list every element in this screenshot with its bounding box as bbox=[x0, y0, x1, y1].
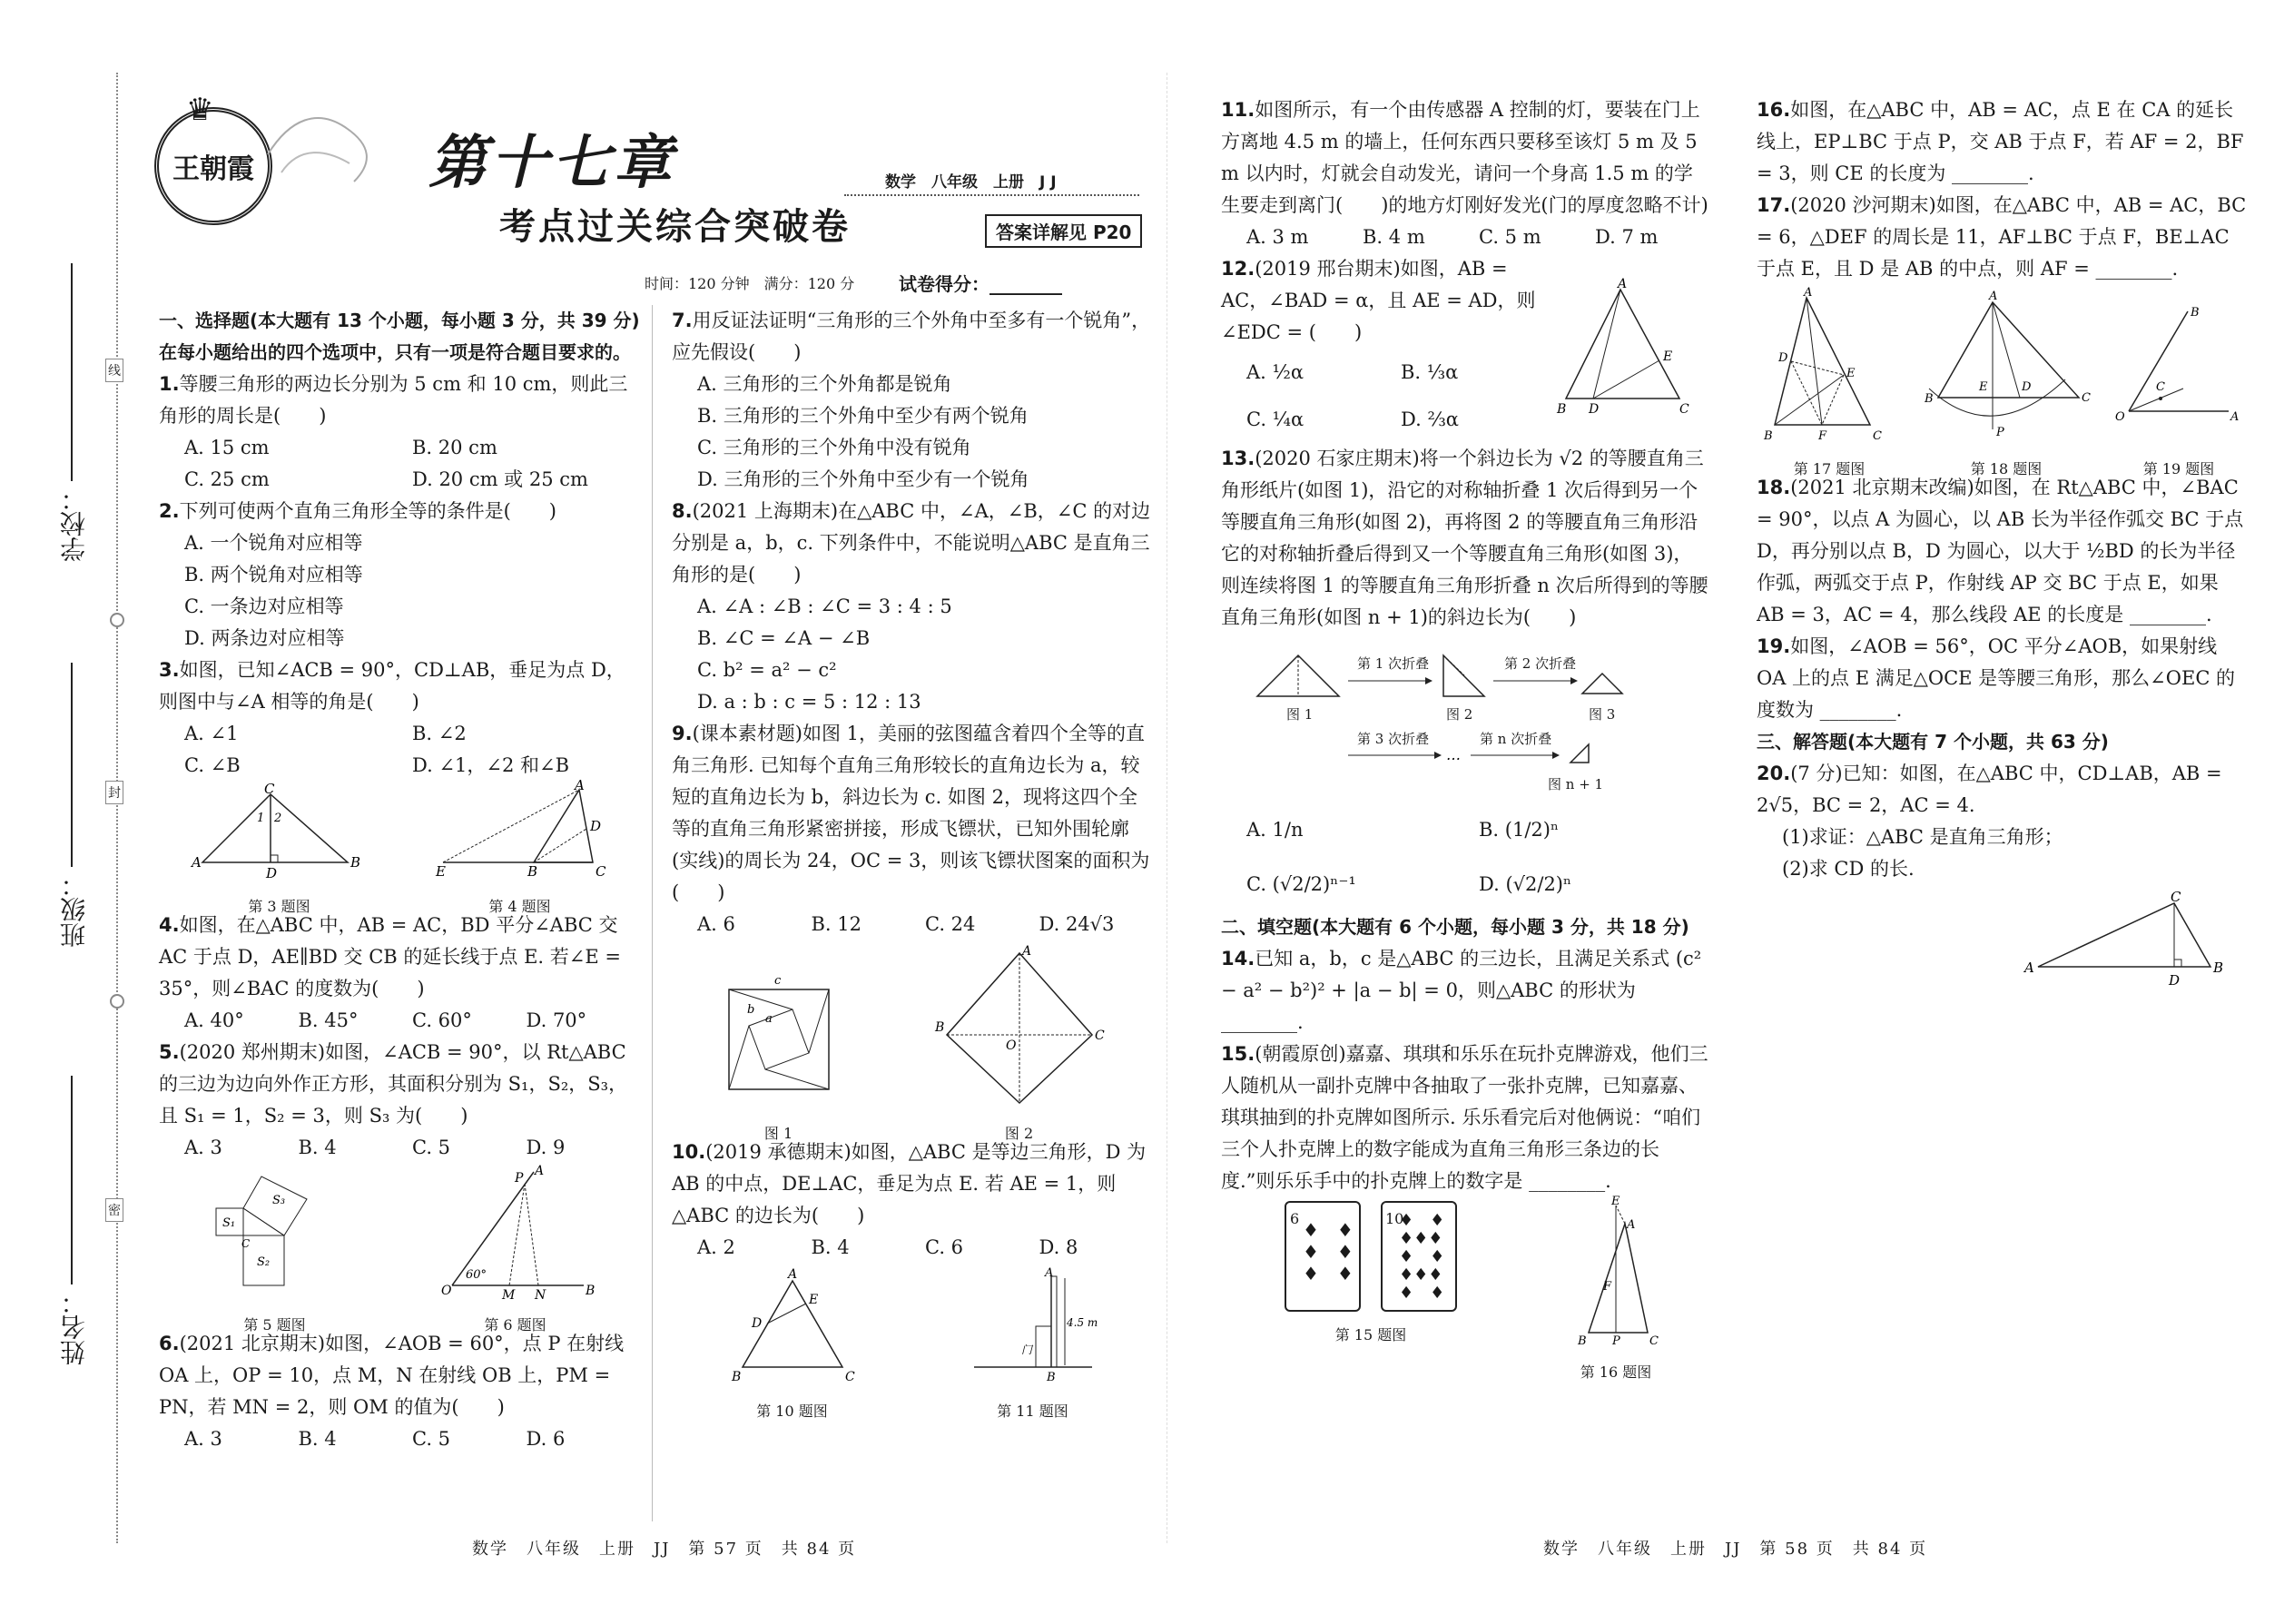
logo-crown-icon: ♛ bbox=[186, 92, 214, 128]
option-b[interactable]: B. 20 cm bbox=[412, 437, 497, 458]
option-b[interactable]: B. 4 m bbox=[1363, 226, 1425, 248]
svg-text:B: B bbox=[2213, 960, 2224, 976]
figure-caption: 第 6 题图 bbox=[484, 1316, 546, 1334]
figure-q3 bbox=[184, 781, 375, 915]
option-a[interactable]: A. 三角形的三个外角都是锐角 bbox=[697, 373, 952, 395]
option-d[interactable]: D. ⅔α bbox=[1401, 408, 1459, 430]
section-choice-heading: 一、选择题(本大题有 13 个小题，每小题 3 分，共 39 分)在每小题给出的四个选项中，只有一项是符合题目要求的。 bbox=[159, 310, 640, 363]
svg-text:B: B bbox=[585, 1284, 595, 1298]
svg-text:A: A bbox=[534, 1164, 544, 1178]
subject-meta: 数学 八年级 上册 J J bbox=[885, 173, 1057, 192]
option-d[interactable]: D. 70° bbox=[526, 1009, 587, 1031]
option-c[interactable]: C. ∠B bbox=[184, 754, 241, 776]
svg-text:P: P bbox=[1612, 1334, 1620, 1348]
svg-text:C: C bbox=[844, 1370, 855, 1384]
question-19 bbox=[1757, 631, 2247, 726]
svg-text:N: N bbox=[534, 1288, 546, 1303]
q-text: (朝霞原创)嘉嘉、琪琪和乐乐在玩扑克牌游戏，他们三人随机从一副扑克牌中各抽取了一张扑克牌，已知嘉嘉、琪琪抽到的扑克牌如图所示. 乐乐看完后对他俩说：“咱们三个人扑克牌上的数字能成为直角三角形三条边的长度.”则乐乐手中的扑克牌上的数字是 ________. bbox=[1221, 1043, 1708, 1192]
question-17 bbox=[1757, 190, 2247, 477]
q-text: 如图所示，有一个由传感器 A 控制的灯，要装在门上方离地 4.5 m 的墙上，任何东西只要移至该灯 5 m 及 5 m 以内时，灯就会自动发光，请问一个身高 1.5 m 的学生要走到离门( )的地方灯刚好发光(门的厚度忽略不计) bbox=[1221, 99, 1708, 216]
option-d[interactable]: D. (√2/2)ⁿ bbox=[1479, 873, 1572, 895]
svg-text:B: B bbox=[934, 1020, 944, 1035]
svg-text:D: D bbox=[2169, 972, 2181, 989]
q-text: (2019 邢台期末)如图，AB = AC，∠BAD = α，且 AE = AD，则∠EDC = ( ) bbox=[1221, 258, 1536, 343]
fold-label: 第 1 次折叠 bbox=[1357, 655, 1430, 672]
svg-text:B: B bbox=[731, 1370, 741, 1384]
q-text: 已知 a，b，c 是△ABC 的三边长，且满足关系式 (c² − a² − b²)² + |a − b| = 0，则△ABC 的形状为 ________. bbox=[1221, 948, 1702, 1033]
q-number: 3. bbox=[159, 659, 180, 681]
q-number: 16. bbox=[1757, 99, 1791, 121]
column-3 bbox=[1221, 94, 1711, 1384]
svg-text:2: 2 bbox=[273, 812, 281, 825]
question-12 bbox=[1221, 253, 1711, 443]
time-line: 时间：120 分钟 满分：120 分 bbox=[645, 275, 855, 292]
figure-caption: 第 15 题图 bbox=[1334, 1326, 1407, 1343]
svg-text:C: C bbox=[2171, 889, 2181, 905]
exam-title: 考点过关综合突破卷 bbox=[499, 205, 851, 248]
figure-q5 bbox=[207, 1167, 343, 1334]
q-text: (2020 郑州期末)如图，∠ACB = 90°，以 Rt△ABC 的三边为边向外作正方形，其面积分别为 S₁，S₂，S₃，且 S₁ = 1，S₂ = 3，则 S₃ 为( ) bbox=[159, 1041, 628, 1127]
svg-text:O: O bbox=[2115, 410, 2125, 424]
q-number: 17. bbox=[1757, 194, 1791, 216]
q-number: 13. bbox=[1221, 448, 1255, 469]
q-number: 4. bbox=[159, 914, 180, 936]
svg-text:A: A bbox=[574, 777, 585, 793]
figure-caption: 第 11 题图 bbox=[997, 1403, 1068, 1420]
option-b[interactable]: B. 4 bbox=[811, 1236, 850, 1258]
svg-text:60°: 60° bbox=[465, 1268, 487, 1282]
option-c[interactable]: C. (√2/2)ⁿ⁻¹ bbox=[1246, 873, 1356, 895]
class-label: 班级： bbox=[59, 871, 89, 948]
option-c[interactable]: C. b² = a² − c² bbox=[697, 659, 837, 681]
playing-card bbox=[1285, 1201, 1361, 1312]
seal-mark-3: 密 bbox=[105, 1198, 123, 1222]
svg-text:B: B bbox=[1557, 402, 1567, 417]
svg-text:A: A bbox=[1989, 290, 1998, 303]
seal-mark-2: 封 bbox=[105, 781, 123, 804]
option-d[interactable]: D. 三角形的三个外角中至少有一个锐角 bbox=[697, 468, 1029, 490]
option-c[interactable]: C. 25 cm bbox=[184, 468, 270, 490]
svg-text:C: C bbox=[595, 863, 605, 880]
svg-text:b: b bbox=[746, 1003, 754, 1017]
svg-text:D: D bbox=[2022, 380, 2032, 394]
playing-card bbox=[1381, 1201, 1457, 1312]
option-a[interactable]: A. 3 bbox=[184, 1137, 222, 1158]
svg-text:C: C bbox=[263, 781, 274, 797]
q-text: 如图，∠AOB = 56°，OC 平分∠AOB，如果射线 OA 上的点 E 满足△OCE 是等腰三角形，那么∠OEC 的度数为 ________. bbox=[1757, 635, 2236, 721]
figure-q9-1 bbox=[720, 944, 838, 1142]
figure-caption: 第 18 题图 bbox=[1970, 460, 2043, 477]
svg-text:A: A bbox=[1627, 1218, 1636, 1232]
name-label: 姓名： bbox=[59, 1289, 89, 1365]
question-4 bbox=[159, 910, 640, 1037]
ribbon-decoration bbox=[263, 100, 381, 200]
figure-caption: 第 4 题图 bbox=[488, 898, 551, 915]
svg-text:A: A bbox=[191, 854, 202, 871]
q-text: 如图，在△ABC 中，AB = AC，BD 平分∠ABC 交 AC 于点 D，AE∥BD 交 CB 的延长线于点 E. 若∠E = 35°，则∠BAC 的度数为( ) bbox=[159, 914, 621, 999]
svg-text:C: C bbox=[1094, 1029, 1105, 1043]
q-number: 6. bbox=[159, 1333, 180, 1354]
column-2 bbox=[672, 305, 1153, 1420]
svg-text:S₁: S₁ bbox=[222, 1216, 235, 1230]
name-field[interactable] bbox=[71, 1076, 73, 1284]
column-1 bbox=[159, 305, 640, 1455]
svg-text:D: D bbox=[1778, 351, 1788, 365]
card-value: 6 bbox=[1290, 1210, 1300, 1227]
q-text: (7 分)已知：如图，在△ABC 中，CD⊥AB，AB = 2√5，BC = 2，AC = 4. bbox=[1757, 763, 2222, 816]
q-text: (2019 承德期末)如图，△ABC 是等边三角形，D 为 AB 的中点，DE⊥AC，垂足为点 E. 若 AE = 1，则△ABC 的边长为( ) bbox=[672, 1141, 1147, 1226]
option-c[interactable]: C. 5 bbox=[412, 1137, 451, 1158]
svg-text:D: D bbox=[589, 818, 601, 834]
svg-text:4.5 m: 4.5 m bbox=[1066, 1316, 1098, 1329]
option-a[interactable]: A. 40° bbox=[184, 1009, 244, 1031]
question-1 bbox=[159, 369, 640, 496]
svg-text:A: A bbox=[2230, 410, 2240, 424]
option-a[interactable]: A. 1/n bbox=[1246, 819, 1304, 841]
option-d[interactable]: D. 9 bbox=[526, 1137, 566, 1158]
svg-text:c: c bbox=[773, 974, 781, 988]
q-text: 用反证法证明“三角形的三个外角中至多有一个锐角”，应先假设( ) bbox=[672, 310, 1151, 363]
option-c[interactable]: C. 5 bbox=[412, 1428, 451, 1450]
svg-text:E: E bbox=[1663, 349, 1673, 364]
svg-text:C: C bbox=[1679, 402, 1689, 417]
figure-q18 bbox=[1920, 289, 2092, 477]
svg-text:A: A bbox=[1044, 1266, 1053, 1280]
question-11 bbox=[1221, 94, 1711, 253]
figure-caption: 第 17 题图 bbox=[1793, 460, 1866, 477]
option-b[interactable]: B. 4 bbox=[298, 1137, 337, 1158]
option-c[interactable]: C. ¼α bbox=[1246, 408, 1305, 430]
question-15 bbox=[1221, 1038, 1711, 1383]
question-3 bbox=[159, 655, 640, 915]
option-b[interactable]: B. ⅓α bbox=[1401, 361, 1459, 383]
option-b[interactable]: B. 45° bbox=[298, 1009, 359, 1031]
option-a[interactable]: A. 3 m bbox=[1246, 226, 1309, 248]
column-divider bbox=[652, 305, 653, 1521]
svg-text:B: B bbox=[1046, 1371, 1056, 1384]
fold-label: 第 3 次折叠 bbox=[1357, 731, 1430, 747]
binding-line bbox=[116, 73, 118, 1543]
q-number: 19. bbox=[1757, 635, 1791, 657]
q-text: 等腰三角形的两边长分别为 5 cm 和 10 cm，则此三角形的周长是( ) bbox=[159, 373, 628, 427]
figure-q12 bbox=[1552, 277, 1702, 417]
figure-caption: 图 1 bbox=[763, 1125, 793, 1142]
svg-text:门: 门 bbox=[1020, 1343, 1032, 1356]
svg-text:D: D bbox=[1589, 402, 1600, 417]
card-value: 10 bbox=[1385, 1210, 1404, 1227]
q-number: 5. bbox=[159, 1041, 180, 1063]
q-number: 18. bbox=[1757, 477, 1791, 498]
svg-text:B: B bbox=[527, 863, 537, 880]
svg-text:C: C bbox=[1649, 1334, 1659, 1348]
option-c[interactable]: C. 三角形的三个外角中没有锐角 bbox=[697, 437, 971, 458]
q-text: 下列可使两个直角三角形全等的条件是( ) bbox=[179, 500, 556, 522]
figure-q15 bbox=[1262, 1201, 1480, 1383]
figure-q19 bbox=[2111, 289, 2247, 477]
svg-text:B: B bbox=[1925, 392, 1934, 406]
svg-text:M: M bbox=[501, 1288, 515, 1303]
option-a[interactable]: A. ½α bbox=[1246, 361, 1305, 383]
diamond-icon: ♦ ♦ ♦ ♦ ♦ ♦ bbox=[1303, 1219, 1354, 1284]
q-text: 如图，已知∠ACB = 90°，CD⊥AB，垂足为点 D，则图中与∠A 相等的角是( ) bbox=[159, 659, 625, 713]
figure-q9-2 bbox=[933, 944, 1106, 1142]
svg-text:F: F bbox=[1603, 1280, 1612, 1294]
option-b[interactable]: B. ∠2 bbox=[412, 723, 467, 744]
option-b[interactable]: B. ∠C = ∠A − ∠B bbox=[697, 627, 871, 649]
option-a[interactable]: A. 一个锐角对应相等 bbox=[184, 532, 363, 554]
svg-text:A: A bbox=[1021, 944, 1031, 959]
option-a[interactable]: A. 15 cm bbox=[184, 437, 270, 458]
figure-q16 bbox=[1561, 1195, 1670, 1383]
page-footer-right: 数学 八年级 上册 JJ 第 58 页 共 84 页 bbox=[1543, 1540, 1928, 1559]
svg-text:E: E bbox=[435, 863, 446, 880]
svg-text:A: A bbox=[1618, 277, 1628, 291]
option-d[interactable]: D. 24√3 bbox=[1039, 913, 1115, 935]
question-9 bbox=[672, 718, 1153, 1142]
figure-caption: 第 3 题图 bbox=[248, 898, 310, 915]
svg-text:E: E bbox=[808, 1293, 818, 1307]
fold-label: 第 n 次折叠 bbox=[1480, 731, 1552, 747]
option-c[interactable]: C. 一条边对应相等 bbox=[184, 595, 344, 617]
option-a[interactable]: A. 2 bbox=[697, 1236, 735, 1258]
option-d[interactable]: D. 两条边对应相等 bbox=[184, 627, 345, 649]
question-8 bbox=[672, 496, 1153, 718]
svg-text:S₃: S₃ bbox=[271, 1194, 285, 1207]
option-a[interactable]: A. 3 bbox=[184, 1428, 222, 1450]
option-d[interactable]: D. 8 bbox=[1039, 1236, 1078, 1258]
option-d[interactable]: D. 6 bbox=[526, 1428, 566, 1450]
question-16 bbox=[1757, 94, 2247, 190]
svg-text:C: C bbox=[241, 1237, 250, 1250]
option-d[interactable]: D. a : b : c = 5 : 12 : 13 bbox=[697, 691, 921, 713]
svg-text:A: A bbox=[787, 1267, 797, 1282]
figure-caption: 第 10 题图 bbox=[756, 1403, 828, 1420]
svg-text:F: F bbox=[1818, 429, 1827, 443]
q-number: 12. bbox=[1221, 258, 1255, 280]
fold-label: 第 2 次折叠 bbox=[1504, 655, 1577, 672]
svg-text:B: B bbox=[2191, 306, 2200, 320]
question-2 bbox=[159, 496, 640, 655]
school-label: 学校： bbox=[59, 486, 89, 562]
figure-caption: 图 n + 1 bbox=[1548, 776, 1604, 792]
figure-caption: 图 3 bbox=[1589, 706, 1616, 723]
logo-text: 王朝霞 bbox=[172, 153, 254, 185]
svg-text:B: B bbox=[1764, 429, 1773, 443]
figure-caption: 图 1 bbox=[1286, 706, 1314, 723]
svg-text:C: C bbox=[1873, 429, 1882, 443]
section-solution-heading: 三、解答题(本大题有 7 个小题，共 63 分) bbox=[1757, 731, 2109, 753]
seal-mark-1: 线 bbox=[105, 359, 123, 382]
figure-q20 bbox=[2020, 889, 2229, 994]
option-c[interactable]: C. 6 bbox=[925, 1236, 964, 1258]
binding-hole bbox=[110, 994, 124, 1009]
q-text: (2021 上海期末)在△ABC 中，∠A，∠B，∠C 的对边分别是 a，b，c. 下列条件中，不能说明△ABC 是直角三角形的是( ) bbox=[672, 500, 1151, 586]
q-number: 15. bbox=[1221, 1043, 1255, 1065]
q-text: (2020 沙河期末)如图，在△ABC 中，AB = AC，BC = 6，△DEF 的周长是 11，AF⊥BC 于点 F，BE⊥AC 于点 E，且 D 是 AB 的中点，则 AF = ________. bbox=[1757, 194, 2247, 280]
svg-text:A: A bbox=[1804, 286, 1813, 300]
q-text: (课本素材题)如图 1，美丽的弦图蕴含着四个全等的直角三角形. 已知每个直角三角形较长的直角边长为 a，较短的直角边长为 b，斜边长为 c. 如图 2，现将这四个全等的直角三角形紧密拼接，形成飞镖状，已知外围轮廓(实线)的周长为 24，OC = 3，则该飞镖状图案的面积为( ) bbox=[672, 723, 1150, 903]
svg-text:…: … bbox=[1446, 746, 1461, 763]
column-4 bbox=[1757, 94, 2247, 1004]
option-d[interactable]: D. 20 cm 或 25 cm bbox=[412, 468, 588, 490]
figure-caption: 图 2 bbox=[1004, 1125, 1034, 1142]
option-c[interactable]: C. 60° bbox=[412, 1009, 472, 1031]
option-a[interactable]: A. 6 bbox=[697, 913, 735, 935]
figure-q17 bbox=[1757, 286, 1902, 477]
option-b[interactable]: B. 三角形的三个外角中至少有两个锐角 bbox=[697, 405, 1029, 427]
q-text: (2021 北京期末改编)如图，在 Rt△ABC 中，∠BAC = 90°，以点 A 为圆心，以 AB 长为半径作弧交 BC 于点 D，再分别以点 B，D 为圆心，以大于 ½BD 的长为半径作弧，两弧交于点 P，作射线 AP 交 BC 于点 E，如果 AB = 3，AC = 4，那么线段 AE 的长度是 ________. bbox=[1757, 477, 2244, 625]
chapter-title: 第十七章 bbox=[428, 130, 675, 197]
option-d[interactable]: D. 7 m bbox=[1595, 226, 1659, 248]
option-d[interactable]: D. ∠1，∠2 和∠B bbox=[412, 754, 570, 776]
option-b[interactable]: B. (1/2)ⁿ bbox=[1479, 819, 1560, 841]
option-b[interactable]: B. 12 bbox=[811, 913, 862, 935]
q-number: 11. bbox=[1221, 99, 1255, 121]
q-text: (2021 北京期末)如图，∠AOB = 60°，点 P 在射线 OA 上，OP = 10，点 M，N 在射线 OB 上，PM = PN，若 MN = 2，则 OM 的值为( ) bbox=[159, 1333, 625, 1418]
svg-text:D: D bbox=[751, 1316, 762, 1331]
option-c[interactable]: C. 24 bbox=[925, 913, 976, 935]
svg-text:a: a bbox=[764, 1012, 773, 1026]
q-text: (2020 石家庄期末)将一个斜边长为 √2 的等腰直角三角形纸片(如图 1)，沿它的对称轴折叠 1 次后得到另一个等腰直角三角形(如图 2)，再将图 2 的等腰直角三角形沿它的对称轴折叠后得到又一个等腰直角三角形(如图 3)，则连续将图 1 的等腰直角三角形折叠 n 次后所得到的等腰直角三角形(如图 n + 1)的斜边长为( ) bbox=[1221, 448, 1708, 628]
q-number: 1. bbox=[159, 373, 180, 395]
binding-hole bbox=[110, 613, 124, 627]
figure-q11 bbox=[965, 1266, 1101, 1420]
q-number: 14. bbox=[1221, 948, 1255, 969]
score-line: 试卷得分：________ bbox=[899, 273, 1062, 295]
question-5 bbox=[159, 1037, 640, 1334]
answer-reference: 答案详解见 P20 bbox=[985, 214, 1142, 248]
q-number: 2. bbox=[159, 500, 180, 522]
question-13 bbox=[1221, 443, 1711, 911]
q-text: 如图，在△ABC 中，AB = AC，点 E 在 CA 的延长线上，EP⊥BC 于点 P，交 AB 于点 F，若 AF = 2，BF = 3，则 CE 的长度为 ________. bbox=[1757, 99, 2244, 184]
q-number: 8. bbox=[672, 500, 693, 522]
q-number: 9. bbox=[672, 723, 693, 744]
option-b[interactable]: B. 4 bbox=[298, 1428, 337, 1450]
svg-text:E: E bbox=[1979, 380, 1988, 394]
svg-text:C: C bbox=[2082, 391, 2091, 405]
diamond-icon: ♦ ♦ ♦♦♦ ♦ ♦ ♦♦♦ ♦ ♦ bbox=[1399, 1211, 1445, 1303]
option-c[interactable]: C. 5 m bbox=[1479, 226, 1541, 248]
question-14 bbox=[1221, 943, 1711, 1038]
svg-text:1: 1 bbox=[256, 812, 264, 825]
class-field[interactable] bbox=[71, 663, 73, 867]
question-6 bbox=[159, 1328, 640, 1455]
svg-text:O: O bbox=[440, 1284, 451, 1298]
svg-text:A: A bbox=[2024, 960, 2034, 976]
option-b[interactable]: B. 两个锐角对应相等 bbox=[184, 564, 363, 586]
svg-text:P: P bbox=[514, 1171, 523, 1186]
svg-text:B: B bbox=[1578, 1334, 1587, 1348]
sub-question-1: (1)求证：△ABC 是直角三角形； bbox=[1782, 826, 2063, 848]
svg-text:E: E bbox=[1846, 367, 1856, 380]
figure-caption: 第 16 题图 bbox=[1580, 1363, 1652, 1381]
dotted-divider bbox=[844, 194, 1139, 196]
figure-q10 bbox=[724, 1267, 861, 1420]
figure-q4 bbox=[425, 777, 615, 915]
figure-caption: 第 19 题图 bbox=[2142, 460, 2215, 477]
svg-text:S₂: S₂ bbox=[256, 1255, 270, 1269]
figure-caption: 图 2 bbox=[1446, 706, 1473, 723]
option-a[interactable]: A. ∠A : ∠B : ∠C = 3 : 4 : 5 bbox=[697, 595, 952, 617]
svg-text:D: D bbox=[265, 865, 277, 881]
figure-caption: 第 5 题图 bbox=[243, 1316, 306, 1334]
figure-q13 bbox=[1221, 637, 1693, 801]
svg-text:O: O bbox=[1005, 1038, 1016, 1053]
sub-question-2: (2)求 CD 的长. bbox=[1782, 858, 1915, 880]
page-footer-left: 数学 八年级 上册 JJ 第 57 页 共 84 页 bbox=[472, 1540, 857, 1559]
question-7 bbox=[672, 305, 1153, 496]
question-10 bbox=[672, 1137, 1153, 1420]
q-number: 10. bbox=[672, 1141, 706, 1163]
school-field[interactable] bbox=[71, 263, 73, 481]
question-18 bbox=[1757, 472, 2247, 631]
svg-text:E: E bbox=[1611, 1195, 1620, 1208]
q-number: 7. bbox=[672, 310, 693, 331]
option-a[interactable]: A. ∠1 bbox=[184, 723, 239, 744]
figure-q6 bbox=[438, 1164, 595, 1334]
svg-text:C: C bbox=[2156, 380, 2165, 394]
q-number: 20. bbox=[1757, 763, 1791, 784]
section-fill-heading: 二、填空题(本大题有 6 个小题，每小题 3 分，共 18 分) bbox=[1221, 916, 1689, 938]
svg-text:P: P bbox=[1996, 426, 2004, 439]
question-20 bbox=[1757, 758, 2247, 1004]
svg-text:B: B bbox=[350, 854, 360, 871]
